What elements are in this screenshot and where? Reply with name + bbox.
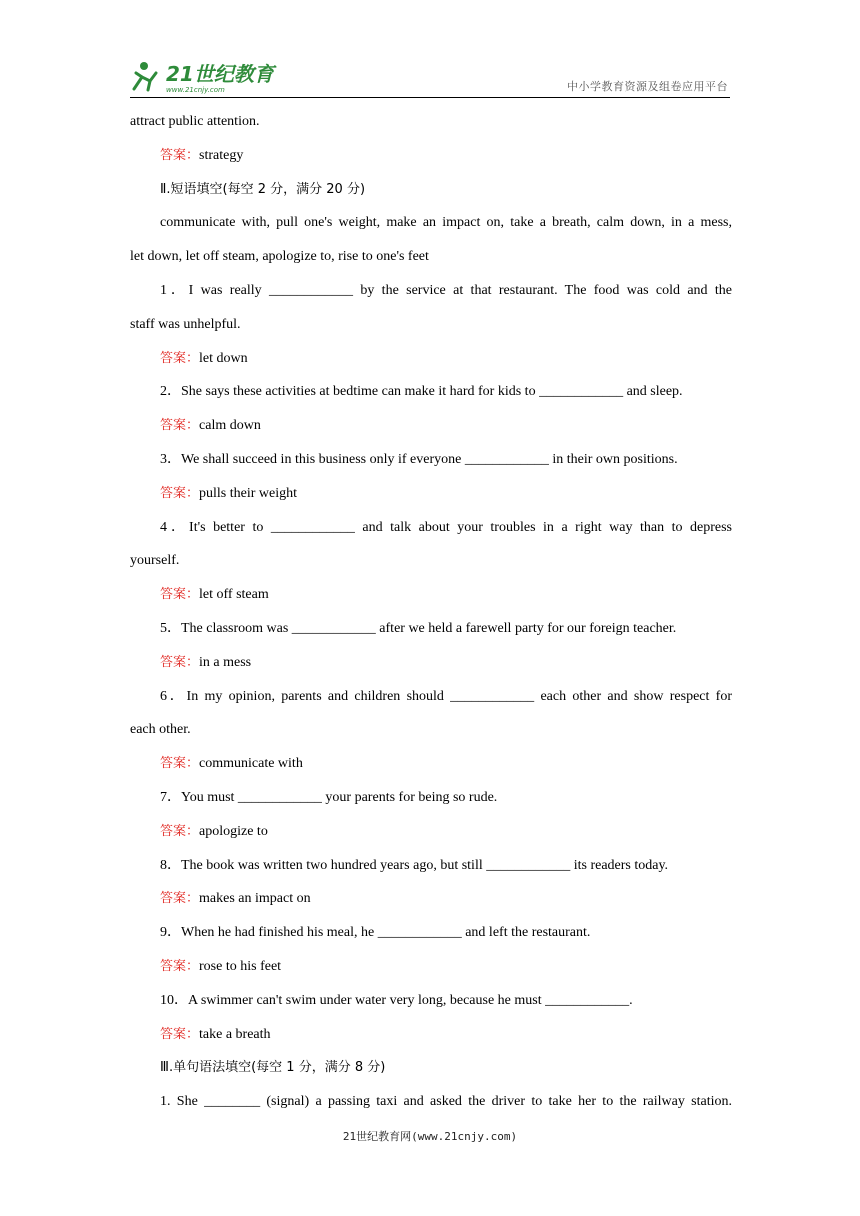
answer-line bbox=[130, 409, 732, 443]
answer-value: take a breath bbox=[199, 1026, 271, 1042]
answer-value: strategy bbox=[199, 147, 244, 163]
answer-value: in a mess bbox=[199, 654, 252, 670]
answer-value: let off steam bbox=[199, 587, 269, 603]
answer-value: let down bbox=[199, 350, 248, 366]
svg-text:www.21cnjy.com: www.21cnjy.com bbox=[166, 86, 225, 94]
text-line: 7．You must ____________ your parents for being so rude. bbox=[160, 789, 498, 805]
page-footer: 21世纪教育网(www.21cnjy.com) bbox=[342, 1130, 518, 1143]
text-line: let down, let off steam, apologize to, rise to one's feet bbox=[130, 249, 429, 265]
text-line: staff was unhelpful. bbox=[130, 316, 241, 332]
header-tagline: 中小学教育资源及组卷应用平台 bbox=[567, 80, 728, 93]
text-line: 6．In my opinion, parents and children should ____________ each other and show respect for bbox=[160, 688, 732, 704]
answer-line bbox=[130, 477, 732, 511]
text-line: 10．A swimmer can't swim under water very long, because he must ____________. bbox=[160, 992, 633, 1008]
text-line: 1．I was really ____________ by the service at that restaurant. The food was cold and the bbox=[160, 282, 732, 298]
answer-value: communicate with bbox=[199, 756, 303, 772]
answer-label: 答案： bbox=[160, 1026, 200, 1042]
text-line: 3．We shall succeed in this business only if everyone ____________ in their own positions. bbox=[160, 451, 678, 467]
answer-label: 答案： bbox=[160, 823, 200, 839]
answer-label: 答案： bbox=[160, 485, 200, 501]
document-body bbox=[130, 105, 732, 1119]
answer-value: makes an impact on bbox=[199, 891, 311, 907]
text-line: yourself. bbox=[130, 553, 180, 569]
answer-label: 答案： bbox=[160, 654, 200, 670]
answer-label: 答案： bbox=[160, 147, 200, 163]
answer-line bbox=[130, 578, 732, 612]
text-line: 1. She ________ (signal) a passing taxi and asked the driver to take her to the railway station. bbox=[160, 1094, 732, 1110]
text-line: 5．The classroom was ____________ after we held a farewell party for our foreign teacher. bbox=[160, 620, 677, 636]
answer-label: 答案： bbox=[160, 587, 200, 603]
answer-label: 答案： bbox=[160, 756, 200, 772]
answer-line bbox=[130, 950, 732, 984]
answer-line bbox=[130, 815, 732, 849]
section-heading: Ⅲ.单句语法填空(每空 1 分，满分 8 分) bbox=[160, 1060, 386, 1076]
answer-line bbox=[130, 747, 732, 781]
answer-line bbox=[130, 646, 732, 680]
text-line: 8．The book was written two hundred years ago, but still ____________ its readers today. bbox=[160, 857, 669, 873]
answer-value: calm down bbox=[199, 418, 261, 434]
text-line: 9．When he had finished his meal, he ____________ and left the restaurant. bbox=[160, 925, 591, 941]
text-line: attract public attention. bbox=[130, 114, 260, 129]
answer-line bbox=[130, 882, 732, 916]
text-line: 4．It's better to ____________ and talk about your troubles in a right way than to depress bbox=[160, 519, 732, 535]
section-heading: Ⅱ.短语填空(每空 2 分，满分 20 分) bbox=[160, 181, 366, 197]
text-line: each other. bbox=[130, 722, 191, 738]
answer-label: 答案： bbox=[160, 891, 200, 907]
text-line: communicate with, pull one's weight, make an impact on, take a breath, calm down, in a mess, bbox=[160, 215, 732, 231]
answer-value: apologize to bbox=[199, 823, 268, 839]
page-header bbox=[130, 55, 730, 98]
svg-text:21世纪教育: 21世纪教育 bbox=[166, 62, 274, 86]
answer-line bbox=[130, 1018, 732, 1052]
answer-value: rose to his feet bbox=[199, 958, 282, 974]
answer-label: 答案： bbox=[160, 350, 200, 366]
text-line: 2．She says these activities at bedtime can make it hard for kids to ____________ and sleep. bbox=[160, 384, 683, 400]
answer-line bbox=[130, 139, 732, 173]
answer-line bbox=[130, 342, 732, 376]
answer-label: 答案： bbox=[160, 418, 200, 434]
site-logo bbox=[130, 59, 290, 95]
answer-label: 答案： bbox=[160, 958, 200, 974]
answer-value: pulls their weight bbox=[199, 485, 298, 501]
